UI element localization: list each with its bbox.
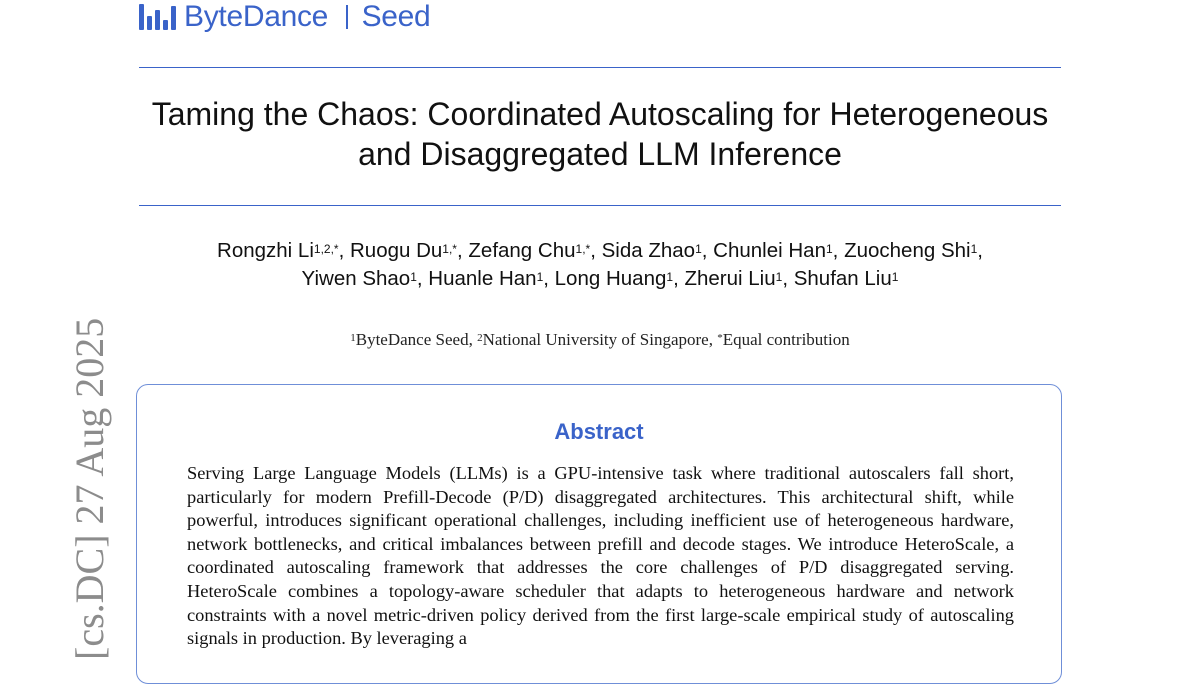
paper-title-line-2: and Disaggregated LLM Inference	[358, 136, 842, 172]
logo-product-text: Seed	[361, 0, 431, 33]
affiliation: $^1$ByteDance Seed,	[350, 330, 478, 349]
paper-title	[139, 94, 1061, 174]
arxiv-side-stamp: [cs.DC] 27 Aug 2025	[67, 317, 112, 660]
abstract-heading: Abstract	[554, 419, 644, 444]
top-rule	[139, 67, 1061, 68]
title-bottom-rule	[139, 205, 1061, 206]
bytedance-seed-logo	[139, 0, 430, 34]
author: Zefang Chu$^{1,*}$,	[468, 239, 602, 262]
author-line-2	[139, 265, 1061, 293]
author: Zherui Liu$^1$,	[684, 267, 794, 290]
author: Rongzhi $Li^{1,2,*}$,	[217, 239, 350, 262]
author: Long Huang$^1$,	[554, 267, 685, 290]
author: Zuocheng Shi$^1$,	[844, 239, 983, 262]
abstract-box	[136, 384, 1062, 684]
affiliation: $^2$National University of Singapore,	[477, 330, 718, 349]
author: Sida Zhao$^1$,	[601, 239, 714, 262]
logo-divider	[346, 5, 348, 29]
author: Ruogu $Du^{1,*}$,	[349, 239, 469, 262]
author-line-1	[139, 237, 1061, 265]
author-list	[139, 237, 1061, 293]
author: Shufan Liu$^1$	[793, 267, 899, 290]
logo-brand-text: ByteDance	[184, 0, 329, 33]
affiliations	[139, 328, 1061, 352]
author: Huanle Han$^1$,	[428, 267, 555, 290]
bar-chart-logo-icon	[139, 4, 176, 30]
author: Chunlei Han$^1$,	[713, 239, 845, 262]
paper-title-line-1: Taming the Chaos: Coordinated Autoscaling for Heterogeneous	[151, 96, 1049, 132]
author: Yiwen Shao$^1$,	[301, 267, 429, 290]
affiliation: *Equal contribution	[717, 330, 850, 349]
abstract-text: Serving Large Language Models (LLMs) is a GPU-intensive task where traditional autoscalers fall short, particularly for modern Prefill-Decode (P/D) disaggregated architectures. This architectural shift, while powerful, introduces significant operational challenges, including inefficient use of heterogeneous hardware, network bottlenecks, and critical imbalances between prefill and decode stages. We introduce HeteroScale, a coordinated autoscaling framework that addresses the core challenges of P/D disaggregated serving. HeteroScale combines a topology-aware scheduler that adapts to heterogeneous hardware and network constraints with a novel metric-driven policy derived from the first large-scale empirical study of autoscaling signals in production. By leveraging a	[187, 463, 1014, 649]
